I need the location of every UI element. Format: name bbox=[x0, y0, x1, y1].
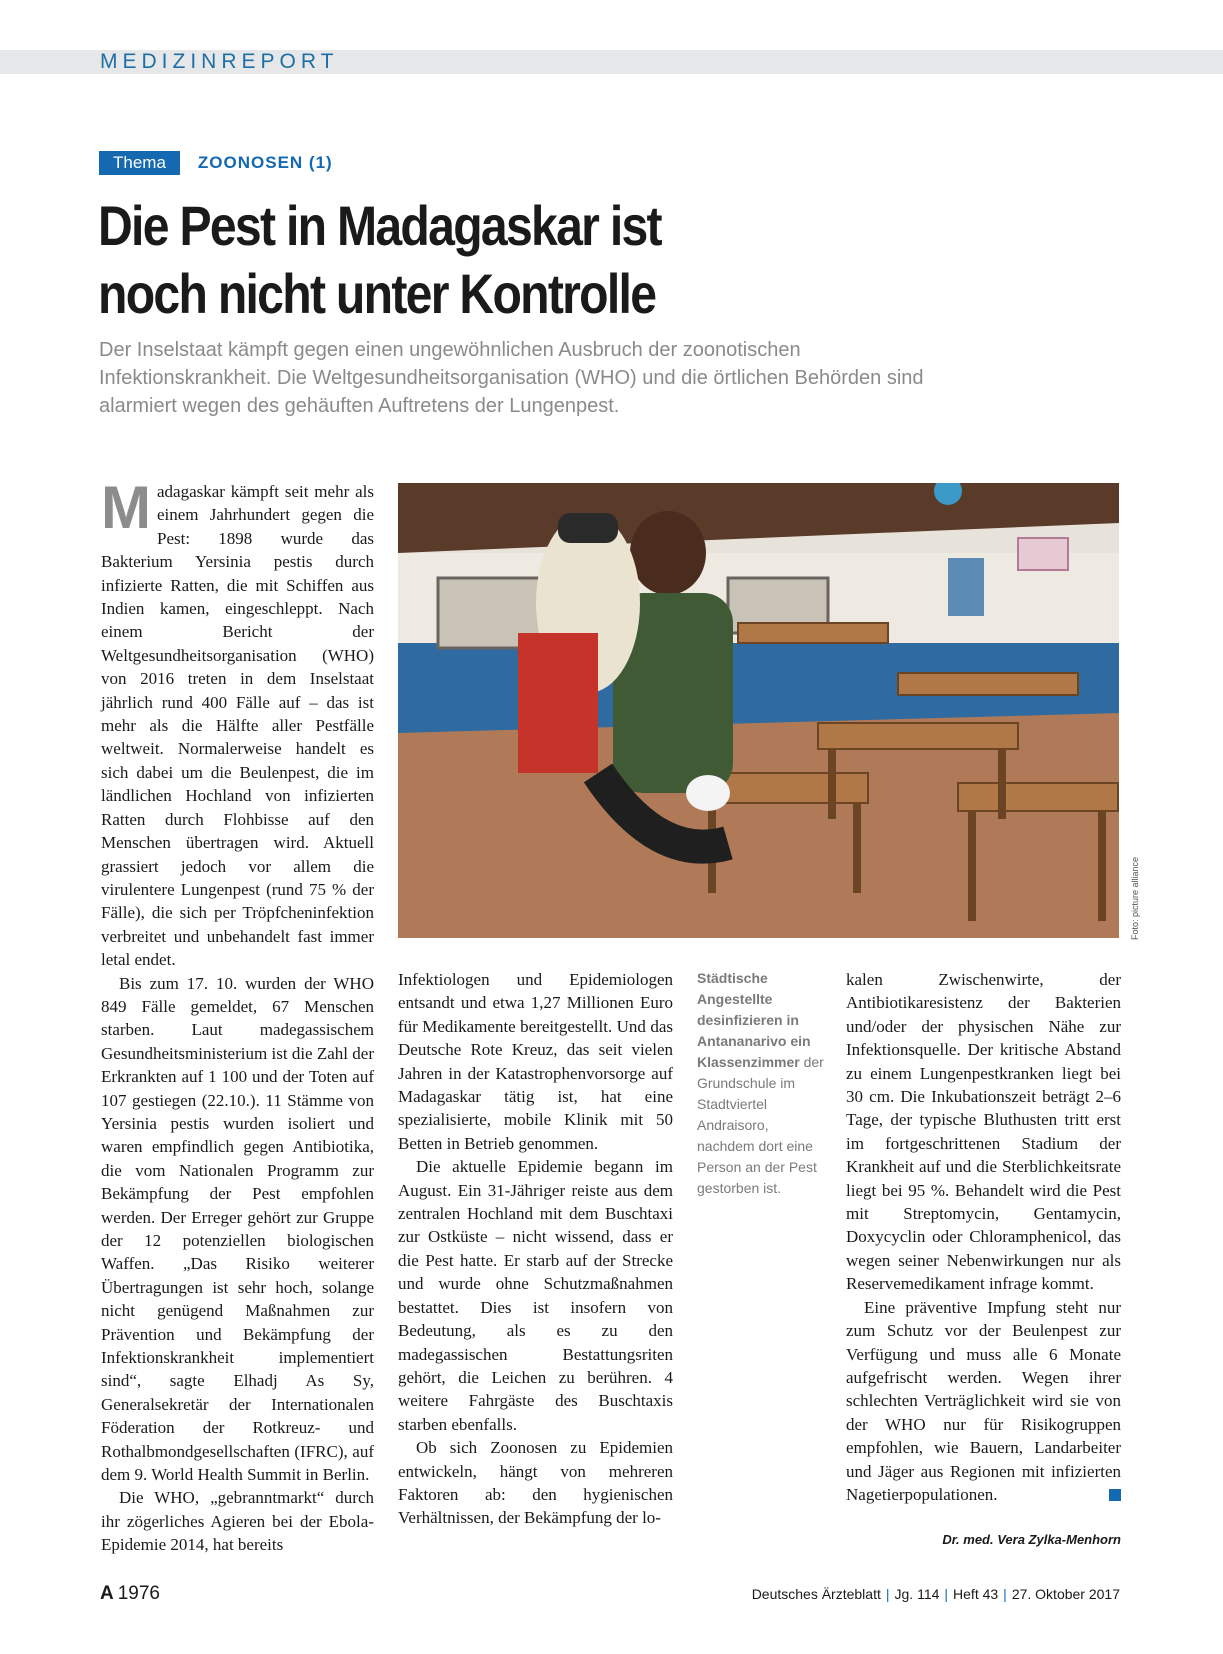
body-paragraph: Bis zum 17. 10. wurden der WHO 849 Fälle gemeldet, 67 Menschen starben. Laut madegassischem Gesundheitsministerium ist die Zahl der Erkrankten auf 1 100 und der Toten auf 107 gestiegen (22.10.). 11 Stämme von Yersinia pestis wurden isoliert und waren empfindlich gegen Antibiotika, die vom Nationalen Programm zur Bekämpfung der Pest empfohlen werden. Der Erreger gehört zur Gruppe der 12 potenziellen biologischen Waffen. „Das Risiko weiterer Übertragungen ist sehr hoch, solange nicht genügend Maßnahmen zur Prävention und Bekämpfung der Infektionskrankheit implementiert sind“, sagte Elhadj As Sy, Generalsekretär der Internationalen Föderation der Rotkreuz- und Rothalbmondgesellschaften (IFRC), auf dem 9. World Health Summit in Berlin. bbox=[101, 973, 374, 1485]
author-byline: Dr. med. Vera Zylka-Menhorn bbox=[942, 1532, 1121, 1547]
lead-text: Der Inselstaat kämpft gegen einen ungewöhnlichen Ausbruch der zoonotischen Infektionskrankheit. Die Weltgesundheitsorganisation (WHO) und die örtlichen Behörden sind alarmiert wegen des gehäuften Auftretens der Lungenpest. bbox=[99, 339, 924, 417]
section-label: MEDIZINREPORT bbox=[100, 50, 339, 73]
article-photo bbox=[398, 483, 1119, 938]
caption-bold: Städtische Angestellte desinfizieren in Antananarivo ein Klassenzimmer bbox=[697, 970, 811, 1070]
end-mark-icon bbox=[1109, 1489, 1121, 1501]
body-paragraph: Eine präventive Impfung steht nur zum Schutz vor der Beulenpest zur Verfügung und muss alle 6 Monate aufgefrischt werden. Wegen ihrer schlechten Verträglichkeit wird sie von der WHO nur für Risikogruppen empfohlen, wie Bauern, Landarbeiter und Jäger aus Regionen mit infizierten Nagetierpopulationen. bbox=[846, 1297, 1121, 1504]
kicker bbox=[99, 151, 333, 175]
thema-badge: Thema bbox=[99, 151, 180, 175]
body-paragraph: kalen Zwischenwirte, der Antibiotikaresistenz der Bakterien und/oder der physischen Nähe zur Infektionsquelle. Der kritische Abstand zu einem Lungenpestkranken liegt bei 30 cm. Die Inkubationszeit beträgt 2–6 Tage, der typische Bluthusten tritt erst im fortgeschrittenen Stadium der Krankheit auf und die Sterblichkeitsrate liegt bei 95 %. Behandelt wird die Pest mit Streptomycin, Gentamycin, Doxycyclin oder Chloramphenicol, das wegen seiner Nebenwirkungen nur als Reservemedikament infrage kommt. bbox=[846, 970, 1121, 1294]
topic-label: ZOONOSEN (1) bbox=[197, 153, 333, 172]
caption-text: der Grundschule im Stadtviertel Andraisoro, nachdem dort eine Person an der Pest gestorben ist. bbox=[697, 1054, 824, 1196]
classroom-disinfection-photo bbox=[398, 483, 1119, 938]
headline-line-1: Die Pest in Madagaskar ist bbox=[98, 194, 661, 257]
body-column-4 bbox=[846, 968, 1121, 1506]
footer-journal: Deutsches Ärzteblatt bbox=[751, 1586, 881, 1602]
headline-line-2: noch nicht unter Kontrolle bbox=[98, 262, 656, 325]
body-paragraph: Ob sich Zoonosen zu Epidemien entwickeln, hängt von mehreren Faktoren ab: den hygienischen Verhältnissen, der Bekämpfung der lo- bbox=[398, 1438, 673, 1528]
body-paragraph: Die aktuelle Epidemie begann im August. Ein 31-Jähriger reiste aus dem zentralen Hochland mit dem Buschtaxi zur Ostküste – nicht wissend, dass er die Pest hatte. Er starb auf der Strecke und wurde ohne Schutzmaßnahmen bestattet. Dies ist insofern von Bedeutung, als es zu den madegassischen Bestattungsriten gehört, die Leichen zu berühren. 4 weitere Fahrgäste des Buschtaxis starben ebenfalls. bbox=[398, 1157, 673, 1434]
page-number: A 1976 bbox=[100, 1583, 161, 1604]
footer-issue: Heft 43 bbox=[953, 1586, 999, 1602]
footer-info: Deutsches Ärzteblatt | Jg. 114 | Heft 43 | 27. Oktober 2017 bbox=[751, 1586, 1120, 1602]
body-paragraph: Die WHO, „gebranntmarkt“ durch ihr zögerliches Agieren bei der Ebola-Epidemie 2014, hat bereits bbox=[101, 1488, 374, 1555]
footer-date: 27. Oktober 2017 bbox=[1011, 1586, 1120, 1602]
body-paragraph: Infektiologen und Epidemiologen entsandt und etwa 1,27 Millionen Euro für Medikamente bereitgestellt. Und das Deutsche Rote Kreuz, das seit vielen Jahren in der Katastrophenvorsorge auf Madagaskar tätig ist, hat eine spezialisierte, mobile Klinik mit 50 Betten in Betrieb genommen. bbox=[398, 970, 673, 1153]
body-paragraph: Madagaskar kämpft seit mehr als einem Jahrhundert gegen die Pest: 1898 wurde das Bakterium Yersinia pestis durch infizierte Ratten, die mit Schiffen aus Indien kamen, eingeschleppt. Nach einem Bericht der Weltgesundheitsorganisation (WHO) von 2016 treten in dem Inselstaat jährlich rund 400 Fälle auf – das ist mehr als die Hälfte aller Pestfälle weltweit. Normalerweise handelt es sich dabei um die Beulenpest, die im ländlichen Hochland von infizierten Ratten durch Flohbisse auf den Menschen übertragen wird. Aktuell grassiert jedoch vor allem die virulentere Lungenpest (rund 75 % der Fälle), die sich per Tröpfcheninfektion verbreitet und unbehandelt fast immer letal endet. bbox=[101, 474, 374, 970]
photo-caption bbox=[697, 968, 827, 1199]
body-column-1 bbox=[101, 474, 374, 1557]
footer-volume: Jg. 114 bbox=[894, 1586, 940, 1602]
photo-credit: Foto: picture alliance bbox=[1130, 856, 1140, 940]
headline bbox=[98, 192, 872, 328]
body-column-2 bbox=[398, 968, 673, 1530]
drop-cap: M bbox=[101, 474, 151, 541]
